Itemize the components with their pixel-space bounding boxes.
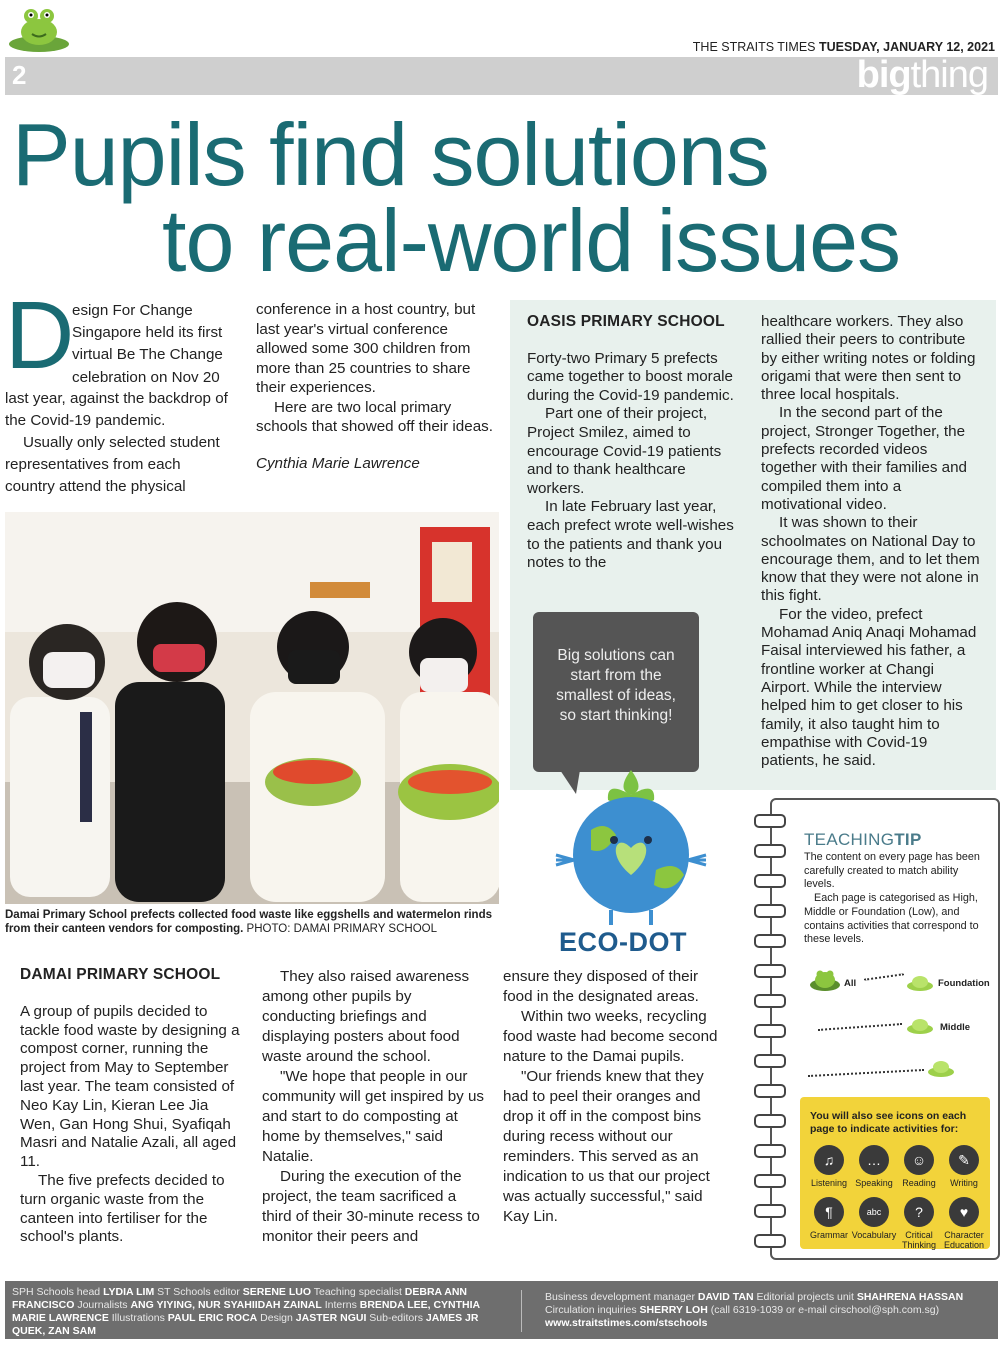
oasis-heading: OASIS PRIMARY SCHOOL	[527, 313, 725, 330]
speech-icon: …	[859, 1145, 889, 1175]
publication-date: TUESDAY, JANUARY 12, 2021	[818, 40, 995, 54]
eco-dot-label: ECO-DOT	[559, 927, 687, 957]
footer-name: SERENE LUO	[242, 1286, 312, 1298]
footer-website-link[interactable]: www.straitstimes.com/stschools	[545, 1317, 708, 1329]
footer-name: LYDIA LIM	[103, 1286, 155, 1298]
footer-role: Teaching specialist	[311, 1286, 405, 1298]
activity-icon-label: Writing	[950, 1178, 978, 1188]
teaching-tip-text: The content on every page has been carefully created to match ability levels. Each page is categorised as High, Middle or Foundation (Low), and contains activities that correspond to these levels.	[804, 851, 980, 946]
damai-column-1: DAMAI PRIMARY SCHOOL A group of pupils decided to tackle food waste by designing a compost corner, running the project from May to September last year. The team consisted of Neo Kay Lin, Kieran Lee Jia Wen, Gan Hong Shui, Syafiqah Masri and Natalie Azali, all aged 11. The five prefects decided to turn organic waste from the canteen into fertiliser for the school's plants.	[20, 966, 245, 1247]
level-middle-label: Middle	[940, 1022, 971, 1033]
activity-icon-label: Reading	[902, 1178, 936, 1188]
activity-icon-grid	[802, 1145, 990, 1249]
photo-caption: Damai Primary School prefects collected food waste like eggshells and watermelon rinds from their canteen vendors for composting. PHOTO: DAMAI PRIMARY SCHOOL	[5, 909, 492, 935]
footer-role: ST Schools editor	[154, 1286, 243, 1298]
activity-icon-label: Listening	[810, 1178, 848, 1188]
activity-icon-label: Vocabulary	[851, 1230, 897, 1240]
level-all-label: All	[844, 978, 857, 989]
footer-role: Sub-editors	[366, 1312, 426, 1324]
oasis-column-1: OASIS PRIMARY SCHOOL Forty-two Primary 5 prefects came together to boost morale during the Covid-19 pandemic. Part one of their project, Project Smilez, aimed to encourage Covid-19 patients and to thank healthcare workers. In late February last year, each prefect wrote well-wishes to the patients and thank you notes to the	[527, 313, 739, 573]
level-all-frog-icon	[808, 968, 842, 992]
activity-icon-label: Speaking	[855, 1178, 893, 1188]
level-high-frog-icon	[926, 1056, 956, 1078]
footer-name: ANG YIYING, NUR SYAHIIDAH ZAINAL	[130, 1299, 322, 1311]
footer-role: Illustrations	[108, 1312, 168, 1324]
footer-name: JASTER NGUI	[295, 1312, 367, 1324]
eco-dot-mascot-icon	[536, 760, 726, 930]
oasis-column-2: healthcare workers. They also rallied their peers to contribute by either writing notes or folding origami that were then sent to three local hospitals. In the second part of the project, Stronger Together, the prefects recorded videos together with their families and compiled them into a motivational video. It was shown to their schoolmates on National Day to encourage them, and to let them know that they were not alone in this fight. For the video, prefect Mohamad Aniq Anaqi Mohamad Faisal interviewed his father, a frontline worker at Changi Airport. While the interview helped him to get closer to his family, it also taught him to empathise with Covid-19 patients, he said.	[761, 313, 980, 770]
footer-name: BRENDA LEE, CYNTHIA MARIE LAWRENCE	[12, 1299, 480, 1324]
activity-icons-intro: You will also see icons on each page to indicate activities for:	[810, 1110, 967, 1135]
footer-staff-credits	[12, 1286, 512, 1338]
footer-credits	[5, 1281, 998, 1339]
footer-role: Journalists	[74, 1299, 131, 1311]
footer-name: JAMES JR QUEK, ZAN SAM	[12, 1312, 479, 1337]
reader-icon: ☺	[904, 1145, 934, 1175]
dateline	[693, 40, 995, 54]
publication-name: THE STRAITS TIMES	[692, 40, 816, 54]
activity-icon-label: Grammar	[810, 1230, 848, 1240]
level-foundation-label: Foundation	[938, 978, 990, 989]
footer-role: SPH Schools head	[12, 1286, 104, 1298]
frog-logo-icon	[5, 2, 73, 54]
character-icon: ♥	[949, 1197, 979, 1227]
grammar-icon: ¶	[814, 1197, 844, 1227]
headphones-icon: ♫	[814, 1145, 844, 1175]
question-icon: ?	[904, 1197, 934, 1227]
footer-role: Design	[257, 1312, 296, 1324]
drop-cap: D	[5, 282, 75, 389]
damai-photo	[5, 512, 499, 904]
damai-column-2: They also raised awareness among other pupils by conducting briefings and displaying posters about food waste around the school. "We hope that people in our community will get inspired by us and start to do composting at home by themselves," said Natalie. During the execution of the project, the team sacrificed a third of their 30-minute recess to monitor their peers and	[262, 968, 484, 1245]
footer-divider	[521, 1290, 522, 1332]
speech-bubble: Big solutions can start from the smallest of ideas, so start thinking!	[533, 612, 699, 772]
section-title: bigthing	[856, 54, 988, 96]
vocabulary-icon: abc	[859, 1197, 889, 1227]
activity-icon-label: Critical Thinking	[901, 1230, 937, 1250]
intro-opening: esign For Change Singapore held its first virtual Be The Change celebration on Nov 20	[72, 302, 223, 386]
damai-column-3: ensure they disposed of their food in the designated areas. Within two weeks, recycling food waste had become second nature to the Damai pupils. "Our friends knew that they had to peel their oranges and drop it off in the compost bins during recess without our reminders. This served as an indication to us that our project was actually successful," said Kay Lin.	[503, 968, 718, 1225]
pencil-icon: ✎	[949, 1145, 979, 1175]
footer-name: PAUL ERIC ROCA	[167, 1312, 258, 1324]
byline: Cynthia Marie Lawrence	[256, 454, 420, 472]
intro-column-2: conference in a host country, but last year's virtual conference allowed some 300 children from more than 25 countries to share their experiences. Here are two local primary schools that showed off their ideas. Cynthia Marie Lawrence	[256, 301, 493, 472]
damai-heading: DAMAI PRIMARY SCHOOL	[20, 966, 221, 983]
footer-name: DEBRA ANN FRANCISCO	[12, 1286, 468, 1311]
teaching-tip-title: TEACHINGTIP	[804, 830, 922, 849]
level-middle-frog-icon	[905, 1015, 935, 1035]
activity-icon-label: Character Education	[943, 1230, 985, 1250]
level-foundation-frog-icon	[905, 972, 935, 992]
footer-business-credits: Business development manager DAVID TAN Editorial projects unit SHAHRENA HASSAN Circulation inquiries SHERRY LOH (call 6319-1039 or e-mail cirschool@sph.com.sg) www.straitstimes.com/stschools	[545, 1291, 964, 1329]
page-number: 2	[12, 60, 27, 90]
page-title: Pupils find solutions to real-world issues	[12, 105, 901, 290]
footer-role: Interns	[321, 1299, 360, 1311]
intro-column-1: D esign For Change Singapore held its first virtual Be The Change celebration on Nov 20 last year, against the backdrop of the Covid-19 pandemic. Usually only selected student representatives from each country attend the physical	[5, 300, 233, 498]
section-header-bar	[5, 57, 998, 95]
